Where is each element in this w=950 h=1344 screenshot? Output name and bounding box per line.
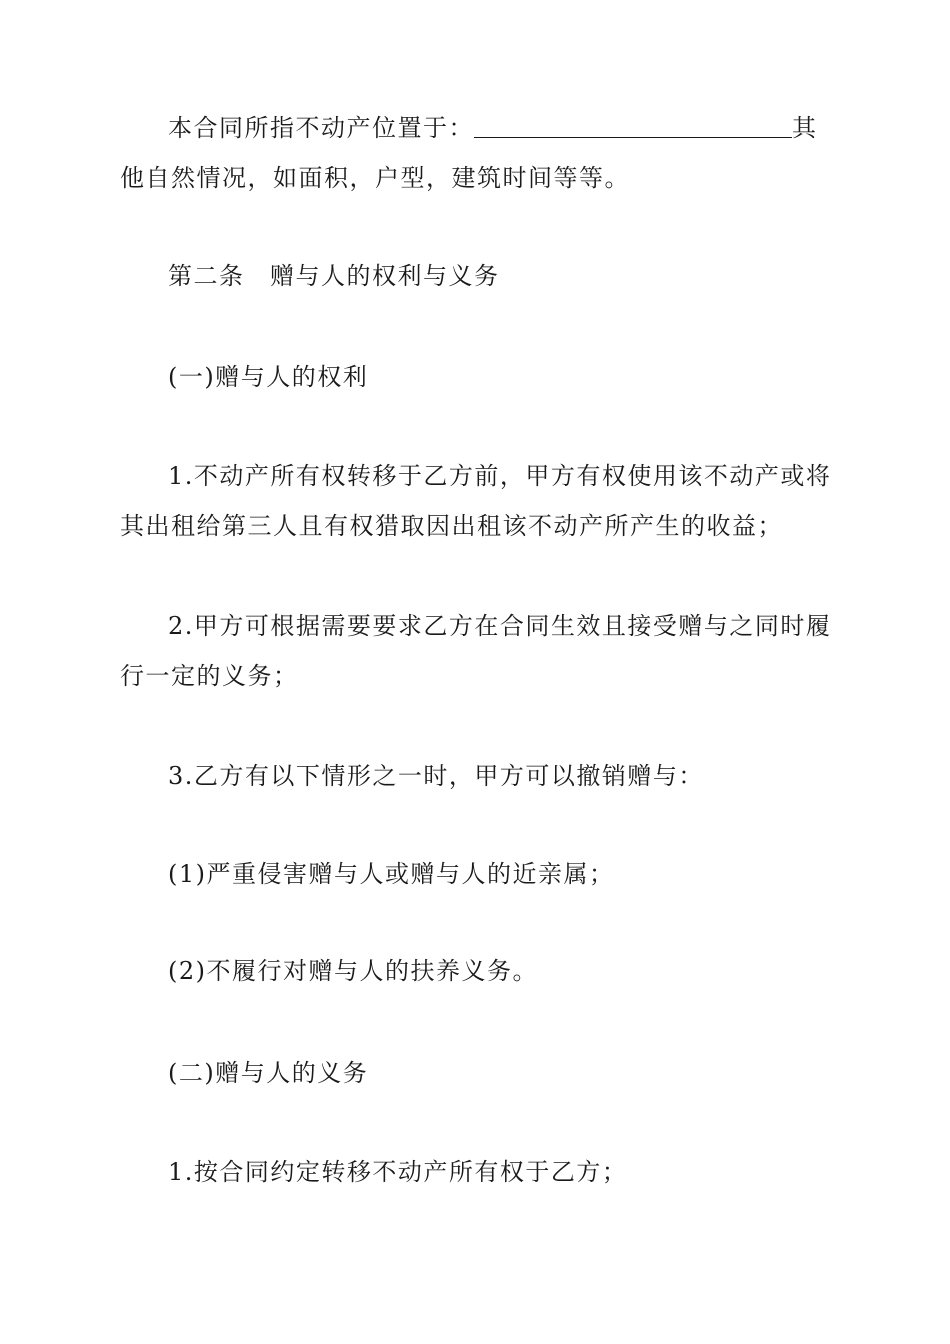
property-location-blank[interactable] (474, 111, 792, 138)
revocation-case-1: (1)严重侵害赠与人或赠与人的近亲属； (168, 860, 615, 888)
property-other-info-text: 其他自然情况，如面积，户型，建筑时间等等。 (120, 114, 818, 192)
property-location-label: 本合同所指不动产位置于： (168, 114, 474, 142)
donor-obligation-1: 1.按合同约定转移不动产所有权于乙方； (168, 1158, 628, 1186)
article-two-heading: 第二条 赠与人的权利与义务 (168, 262, 500, 290)
donor-obligations-heading: (二)赠与人的义务 (168, 1059, 369, 1087)
donor-rights-heading: (一)赠与人的权利 (168, 363, 369, 391)
property-location-paragraph (120, 103, 832, 203)
revocation-case-2: (2)不履行对赠与人的扶养义务。 (168, 957, 538, 985)
donor-right-1: 1.不动产所有权转移于乙方前，甲方有权使用该不动产或将其出租给第三人且有权猎取因出租该不动产所产生的收益； (120, 462, 832, 540)
donor-right-3: 3.乙方有以下情形之一时，甲方可以撤销赠与： (168, 762, 704, 790)
donor-right-2: 2.甲方可根据需要要求乙方在合同生效且接受赠与之同时履行一定的义务； (120, 612, 832, 690)
